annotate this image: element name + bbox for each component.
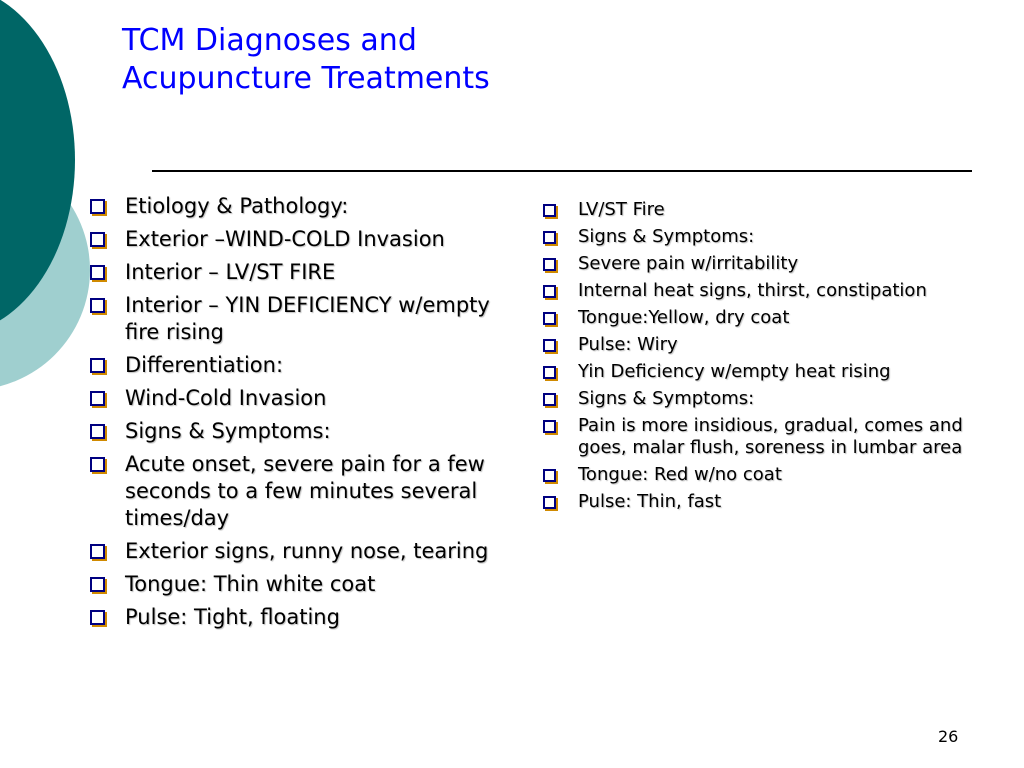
list-item-text: Tongue:Yellow, dry coat [578,307,790,328]
title-divider [152,170,972,172]
list-item-text: Signs & Symptoms: [125,419,331,443]
list-item-text: Yin Deficiency w/empty heat rising [578,361,891,382]
list-item-text: Signs & Symptoms: [578,388,755,409]
list-item [543,464,963,486]
list-item [90,352,490,379]
list-item-text: Pulse: Thin, fast [578,491,722,512]
list-item [543,280,963,302]
list-item-text: Signs & Symptoms: [578,226,755,247]
left-bullet-list [90,193,490,637]
list-item-text: Differentiation: [125,353,284,377]
checkbox-bullet-icon [90,232,105,247]
checkbox-bullet-icon [90,358,105,373]
checkbox-bullet-icon [543,285,556,298]
list-item-text: Tongue: Red w/no coat [578,464,782,485]
list-item [543,199,963,221]
checkbox-bullet-icon [90,424,105,439]
list-item-text: Etiology & Pathology: [125,194,349,218]
list-item-text: Internal heat signs, thirst, constipation [578,280,927,301]
list-item-text: Severe pain w/irritability [578,253,799,274]
list-item [90,259,490,286]
list-item-text: Wind-Cold Invasion [125,386,327,410]
list-item [90,292,490,346]
list-item-text: Pain is more insidious, gradual, comes and goes, malar flush, soreness in lumbar area [578,415,963,458]
right-bullet-list [543,199,963,518]
checkbox-bullet-icon [543,496,556,509]
checkbox-bullet-icon [543,366,556,379]
checkbox-bullet-icon [543,312,556,325]
list-item-text: Interior – YIN DEFICIENCY w/empty fire rising [125,293,490,344]
checkbox-bullet-icon [543,339,556,352]
checkbox-bullet-icon [90,265,105,280]
checkbox-bullet-icon [543,258,556,271]
checkbox-bullet-icon [90,544,105,559]
list-item [543,226,963,248]
list-item [90,193,490,220]
checkbox-bullet-icon [543,231,556,244]
list-item [543,334,963,356]
list-item [90,226,490,253]
list-item-text: Acute onset, severe pain for a few seconds to a few minutes several times/day [125,452,485,530]
list-item-text: Exterior –WIND-COLD Invasion [125,227,445,251]
list-item [543,361,963,383]
checkbox-bullet-icon [543,469,556,482]
checkbox-bullet-icon [90,298,105,313]
checkbox-bullet-icon [90,199,105,214]
checkbox-bullet-icon [543,204,556,217]
checkbox-bullet-icon [90,577,105,592]
list-item [90,418,490,445]
list-item-text: Exterior signs, runny nose, tearing [125,539,489,563]
slide-title [122,22,490,98]
list-item [90,604,490,631]
list-item-text: Pulse: Tight, floating [125,605,340,629]
list-item [543,388,963,410]
page-number: 26 [938,727,959,746]
list-item-text: Tongue: Thin white coat [125,572,376,596]
checkbox-bullet-icon [90,457,105,472]
slide-title-line-2: Acupuncture Treatments [122,61,490,96]
list-item [90,451,490,532]
checkbox-bullet-icon [543,420,556,433]
list-item-text: LV/ST Fire [578,199,665,220]
slide-title-line-1: TCM Diagnoses and [122,23,417,58]
checkbox-bullet-icon [90,391,105,406]
list-item [543,415,963,459]
checkbox-bullet-icon [90,610,105,625]
list-item [543,307,963,329]
list-item [90,571,490,598]
list-item [543,491,963,513]
list-item-text: Pulse: Wiry [578,334,678,355]
list-item-text: Interior – LV/ST FIRE [125,260,336,284]
list-item [90,538,490,565]
checkbox-bullet-icon [543,393,556,406]
list-item [543,253,963,275]
list-item [90,385,490,412]
